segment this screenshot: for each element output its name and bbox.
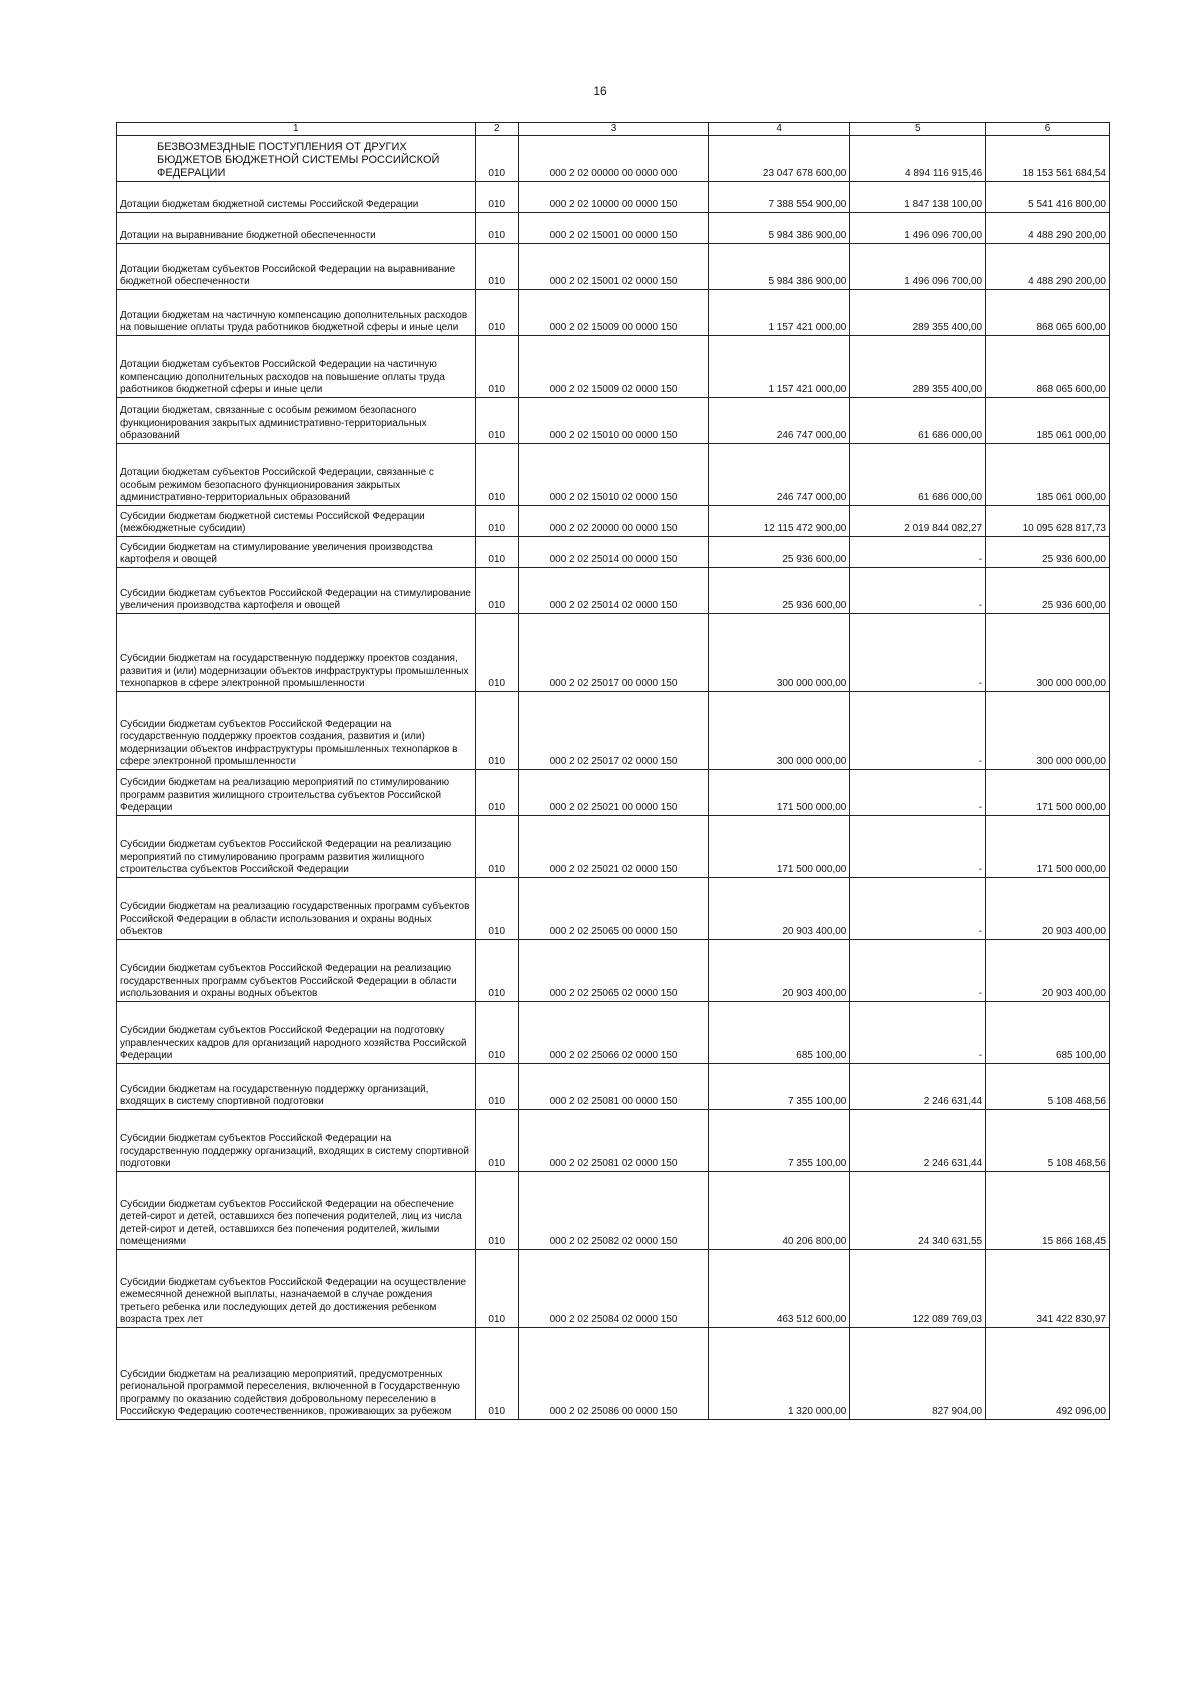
row-line-code: 010 — [475, 182, 518, 213]
row-approved-amount: 40 206 800,00 — [709, 1172, 850, 1250]
row-classification-code: 000 2 02 15009 00 0000 150 — [518, 290, 708, 336]
row-executed-amount: - — [850, 878, 986, 940]
page-number: 16 — [593, 84, 607, 98]
row-approved-amount: 20 903 400,00 — [709, 878, 850, 940]
table-row — [117, 614, 1110, 692]
table-row — [117, 244, 1110, 290]
table-row — [117, 940, 1110, 1002]
row-name: Субсидии бюджетам бюджетной системы Российской Федерации (межбюджетные субсидии) — [117, 506, 476, 537]
table-row — [117, 1328, 1110, 1420]
row-approved-amount: 20 903 400,00 — [709, 940, 850, 1002]
row-executed-amount: 2 246 631,44 — [850, 1064, 986, 1110]
row-executed-amount: - — [850, 537, 986, 568]
row-unexecuted-amount: 20 903 400,00 — [986, 878, 1110, 940]
row-unexecuted-amount: 25 936 600,00 — [986, 568, 1110, 614]
table-row — [117, 213, 1110, 244]
row-executed-amount: 4 894 116 915,46 — [850, 136, 986, 182]
row-classification-code: 000 2 02 25021 02 0000 150 — [518, 816, 708, 878]
row-unexecuted-amount: 341 422 830,97 — [986, 1250, 1110, 1328]
row-classification-code: 000 2 02 00000 00 0000 000 — [518, 136, 708, 182]
row-classification-code: 000 2 02 25014 00 0000 150 — [518, 537, 708, 568]
row-approved-amount: 171 500 000,00 — [709, 816, 850, 878]
row-classification-code: 000 2 02 25084 02 0000 150 — [518, 1250, 708, 1328]
row-name: Дотации бюджетам бюджетной системы Российской Федерации — [117, 182, 476, 213]
table-row — [117, 506, 1110, 537]
row-approved-amount: 12 115 472 900,00 — [709, 506, 850, 537]
row-name: БЕЗВОЗМЕЗДНЫЕ ПОСТУПЛЕНИЯ ОТ ДРУГИХ БЮДЖЕТОВ БЮДЖЕТНОЙ СИСТЕМЫ РОССИЙСКОЙ ФЕДЕРАЦИИ — [117, 136, 476, 182]
row-line-code: 010 — [475, 1002, 518, 1064]
row-executed-amount: - — [850, 1002, 986, 1064]
row-unexecuted-amount: 5 108 468,56 — [986, 1064, 1110, 1110]
row-approved-amount: 5 984 386 900,00 — [709, 213, 850, 244]
row-unexecuted-amount: 185 061 000,00 — [986, 398, 1110, 444]
row-name: Субсидии бюджетам на реализацию государственных программ субъектов Российской Федерации в области использования и охраны водных объектов — [117, 878, 476, 940]
row-classification-code: 000 2 02 25082 02 0000 150 — [518, 1172, 708, 1250]
row-approved-amount: 23 047 678 600,00 — [709, 136, 850, 182]
row-unexecuted-amount: 300 000 000,00 — [986, 692, 1110, 770]
row-unexecuted-amount: 685 100,00 — [986, 1002, 1110, 1064]
row-unexecuted-amount: 492 096,00 — [986, 1328, 1110, 1420]
row-line-code: 010 — [475, 213, 518, 244]
table-row — [117, 692, 1110, 770]
row-approved-amount: 171 500 000,00 — [709, 770, 850, 816]
row-name: Субсидии бюджетам на реализацию мероприятий, предусмотренных региональной программой переселения, включенной в Государственную программу по оказанию содействия добровольному переселению в Российскую Федерацию соотечественников, проживающих за рубежом — [117, 1328, 476, 1420]
row-executed-amount: 827 904,00 — [850, 1328, 986, 1420]
row-line-code: 010 — [475, 770, 518, 816]
column-header: 5 — [850, 123, 986, 136]
row-approved-amount: 685 100,00 — [709, 1002, 850, 1064]
row-name: Субсидии бюджетам субъектов Российской Федерации на подготовку управленческих кадров для организаций народного хозяйства Российской Федерации — [117, 1002, 476, 1064]
row-unexecuted-amount: 171 500 000,00 — [986, 770, 1110, 816]
row-line-code: 010 — [475, 290, 518, 336]
row-name: Субсидии бюджетам на государственную поддержку проектов создания, развития и (или) модернизации объектов инфраструктуры промышленных технопарков в сфере электронной промышленности — [117, 614, 476, 692]
row-line-code: 010 — [475, 537, 518, 568]
row-name: Субсидии бюджетам субъектов Российской Федерации на осуществление ежемесячной денежной выплаты, назначаемой в случае рождения третьего ребенка или последующих детей до достижения ребенком возраста трех лет — [117, 1250, 476, 1328]
row-line-code: 010 — [475, 878, 518, 940]
row-line-code: 010 — [475, 1250, 518, 1328]
row-line-code: 010 — [475, 244, 518, 290]
table-row — [117, 537, 1110, 568]
row-unexecuted-amount: 4 488 290 200,00 — [986, 244, 1110, 290]
row-executed-amount: - — [850, 816, 986, 878]
row-name: Субсидии бюджетам субъектов Российской Федерации на стимулирование увеличения производства картофеля и овощей — [117, 568, 476, 614]
row-unexecuted-amount: 5 541 416 800,00 — [986, 182, 1110, 213]
row-unexecuted-amount: 5 108 468,56 — [986, 1110, 1110, 1172]
row-executed-amount: 24 340 631,55 — [850, 1172, 986, 1250]
row-classification-code: 000 2 02 25065 02 0000 150 — [518, 940, 708, 1002]
row-approved-amount: 300 000 000,00 — [709, 692, 850, 770]
row-name: Дотации на выравнивание бюджетной обеспеченности — [117, 213, 476, 244]
row-approved-amount: 246 747 000,00 — [709, 444, 850, 506]
table-row — [117, 444, 1110, 506]
row-executed-amount: 1 847 138 100,00 — [850, 182, 986, 213]
row-name: Дотации бюджетам субъектов Российской Федерации на частичную компенсацию дополнительных расходов на повышение оплаты труда работников бюджетной сферы и иные цели — [117, 336, 476, 398]
row-unexecuted-amount: 4 488 290 200,00 — [986, 213, 1110, 244]
row-executed-amount: 122 089 769,03 — [850, 1250, 986, 1328]
table-row — [117, 1172, 1110, 1250]
row-line-code: 010 — [475, 568, 518, 614]
row-approved-amount: 1 157 421 000,00 — [709, 336, 850, 398]
row-approved-amount: 25 936 600,00 — [709, 568, 850, 614]
table-row — [117, 816, 1110, 878]
row-name: Субсидии бюджетам на стимулирование увеличения производства картофеля и овощей — [117, 537, 476, 568]
row-executed-amount: 1 496 096 700,00 — [850, 213, 986, 244]
table-row — [117, 1002, 1110, 1064]
row-name: Субсидии бюджетам на реализацию мероприятий по стимулированию программ развития жилищного строительства субъектов Российской Федерации — [117, 770, 476, 816]
table-row — [117, 878, 1110, 940]
row-line-code: 010 — [475, 336, 518, 398]
row-approved-amount: 1 157 421 000,00 — [709, 290, 850, 336]
row-line-code: 010 — [475, 1064, 518, 1110]
table-row — [117, 1110, 1110, 1172]
row-line-code: 010 — [475, 614, 518, 692]
row-classification-code: 000 2 02 25081 02 0000 150 — [518, 1110, 708, 1172]
table-row — [117, 770, 1110, 816]
row-name: Дотации бюджетам субъектов Российской Федерации на выравнивание бюджетной обеспеченности — [117, 244, 476, 290]
row-line-code: 010 — [475, 940, 518, 1002]
table-row — [117, 336, 1110, 398]
row-unexecuted-amount: 868 065 600,00 — [986, 290, 1110, 336]
row-classification-code: 000 2 02 25021 00 0000 150 — [518, 770, 708, 816]
table-row — [117, 290, 1110, 336]
row-line-code: 010 — [475, 1328, 518, 1420]
row-unexecuted-amount: 18 153 561 684,54 — [986, 136, 1110, 182]
column-header: 6 — [986, 123, 1110, 136]
row-name: Субсидии бюджетам субъектов Российской Федерации на реализацию мероприятий по стимулированию программ развития жилищного строительства субъектов Российской Федерации — [117, 816, 476, 878]
row-unexecuted-amount: 10 095 628 817,73 — [986, 506, 1110, 537]
column-header: 2 — [475, 123, 518, 136]
row-classification-code: 000 2 02 10000 00 0000 150 — [518, 182, 708, 213]
table-row — [117, 568, 1110, 614]
row-approved-amount: 7 388 554 900,00 — [709, 182, 850, 213]
table-row — [117, 398, 1110, 444]
row-line-code: 010 — [475, 444, 518, 506]
row-executed-amount: - — [850, 614, 986, 692]
row-name: Субсидии бюджетам субъектов Российской Федерации на государственную поддержку организаций, входящих в систему спортивной подготовки — [117, 1110, 476, 1172]
row-classification-code: 000 2 02 25081 00 0000 150 — [518, 1064, 708, 1110]
row-executed-amount: 2 019 844 082,27 — [850, 506, 986, 537]
row-unexecuted-amount: 868 065 600,00 — [986, 336, 1110, 398]
row-approved-amount: 463 512 600,00 — [709, 1250, 850, 1328]
row-name: Субсидии бюджетам субъектов Российской Федерации на государственную поддержку проектов создания, развития и (или) модернизации объектов инфраструктуры промышленных технопарков в сфере электронной промышленности — [117, 692, 476, 770]
row-unexecuted-amount: 185 061 000,00 — [986, 444, 1110, 506]
row-approved-amount: 5 984 386 900,00 — [709, 244, 850, 290]
row-approved-amount: 1 320 000,00 — [709, 1328, 850, 1420]
row-executed-amount: - — [850, 940, 986, 1002]
row-classification-code: 000 2 02 15010 02 0000 150 — [518, 444, 708, 506]
row-executed-amount: 289 355 400,00 — [850, 336, 986, 398]
row-line-code: 010 — [475, 136, 518, 182]
table-header-row — [117, 123, 1110, 136]
table-row — [117, 1250, 1110, 1328]
row-executed-amount: - — [850, 692, 986, 770]
row-name: Субсидии бюджетам на государственную поддержку организаций, входящих в систему спортивной подготовки — [117, 1064, 476, 1110]
row-classification-code: 000 2 02 15001 02 0000 150 — [518, 244, 708, 290]
row-line-code: 010 — [475, 398, 518, 444]
row-line-code: 010 — [475, 506, 518, 537]
row-name: Дотации бюджетам субъектов Российской Федерации, связанные с особым режимом безопасного функционирования закрытых административно-территориальных образований — [117, 444, 476, 506]
row-name: Дотации бюджетам на частичную компенсацию дополнительных расходов на повышение оплаты труда работников бюджетной сферы и иные цели — [117, 290, 476, 336]
table-body — [117, 136, 1110, 1420]
row-classification-code: 000 2 02 25014 02 0000 150 — [518, 568, 708, 614]
row-name: Дотации бюджетам, связанные с особым режимом безопасного функционирования закрытых административно-территориальных образований — [117, 398, 476, 444]
row-classification-code: 000 2 02 20000 00 0000 150 — [518, 506, 708, 537]
row-executed-amount: 61 686 000,00 — [850, 444, 986, 506]
column-header: 4 — [709, 123, 850, 136]
row-classification-code: 000 2 02 25086 00 0000 150 — [518, 1328, 708, 1420]
row-name: Субсидии бюджетам субъектов Российской Федерации на обеспечение детей-сирот и детей, оставшихся без попечения родителей, лиц из числа детей-сирот и детей, оставшихся без попечения родителей, жилыми помещениями — [117, 1172, 476, 1250]
row-classification-code: 000 2 02 25017 02 0000 150 — [518, 692, 708, 770]
row-unexecuted-amount: 15 866 168,45 — [986, 1172, 1110, 1250]
row-executed-amount: 289 355 400,00 — [850, 290, 986, 336]
table-row — [117, 182, 1110, 213]
row-classification-code: 000 2 02 25017 00 0000 150 — [518, 614, 708, 692]
row-approved-amount: 7 355 100,00 — [709, 1110, 850, 1172]
row-approved-amount: 300 000 000,00 — [709, 614, 850, 692]
row-executed-amount: 61 686 000,00 — [850, 398, 986, 444]
row-classification-code: 000 2 02 15010 00 0000 150 — [518, 398, 708, 444]
row-unexecuted-amount: 300 000 000,00 — [986, 614, 1110, 692]
row-unexecuted-amount: 171 500 000,00 — [986, 816, 1110, 878]
row-executed-amount: - — [850, 568, 986, 614]
column-header: 1 — [117, 123, 476, 136]
row-executed-amount: 1 496 096 700,00 — [850, 244, 986, 290]
row-line-code: 010 — [475, 816, 518, 878]
row-executed-amount: 2 246 631,44 — [850, 1110, 986, 1172]
row-classification-code: 000 2 02 15009 02 0000 150 — [518, 336, 708, 398]
row-approved-amount: 25 936 600,00 — [709, 537, 850, 568]
row-classification-code: 000 2 02 25065 00 0000 150 — [518, 878, 708, 940]
row-classification-code: 000 2 02 25066 02 0000 150 — [518, 1002, 708, 1064]
table-row — [117, 136, 1110, 182]
row-approved-amount: 7 355 100,00 — [709, 1064, 850, 1110]
row-unexecuted-amount: 25 936 600,00 — [986, 537, 1110, 568]
table-row — [117, 1064, 1110, 1110]
column-header: 3 — [518, 123, 708, 136]
budget-revenue-table — [116, 122, 1110, 1420]
row-classification-code: 000 2 02 15001 00 0000 150 — [518, 213, 708, 244]
row-approved-amount: 246 747 000,00 — [709, 398, 850, 444]
row-line-code: 010 — [475, 1110, 518, 1172]
row-line-code: 010 — [475, 1172, 518, 1250]
row-name: Субсидии бюджетам субъектов Российской Федерации на реализацию государственных программ субъектов Российской Федерации в области использования и охраны водных объектов — [117, 940, 476, 1002]
row-executed-amount: - — [850, 770, 986, 816]
row-line-code: 010 — [475, 692, 518, 770]
row-unexecuted-amount: 20 903 400,00 — [986, 940, 1110, 1002]
